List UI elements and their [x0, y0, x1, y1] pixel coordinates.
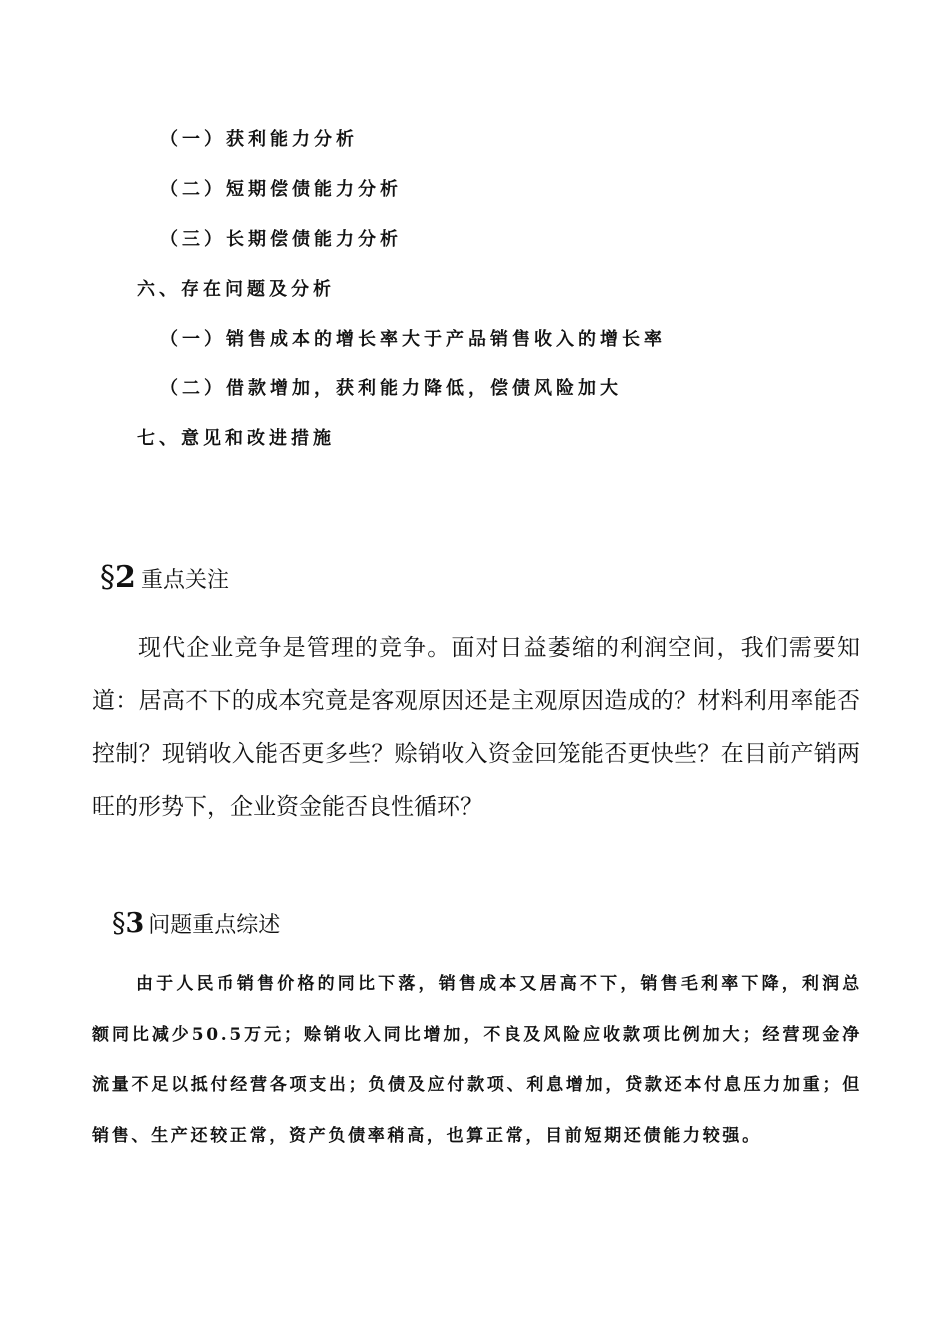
section-2-number: 2: [115, 560, 136, 595]
toc-item-suggestions: 七、意见和改进措施: [137, 428, 335, 449]
section-3-mark: §: [112, 908, 126, 939]
toc-item-cost-growth: （一）销售成本的增长率大于产品销售收入的增长率: [160, 329, 666, 350]
toc-item-profitability: （一）获利能力分析: [160, 129, 358, 150]
section-2-mark: §: [100, 560, 115, 595]
toc-item-long-term-solvency: （三）长期偿债能力分析: [160, 229, 402, 250]
section-3-paragraph: 由于人民币销售价格的同比下落，销售成本又居高不下，销售毛利率下降，利润总额同比减少50.5万元；赊销收入同比增加，不良及风险应收款项比例加大；经营现金净流量不足以抵付经营各项支出；负债及应付款项、利息增加，贷款还本付息压力加重；但销售、生产还较正常，资产负债率稍高，也算正常，目前短期还债能力较强。: [92, 974, 862, 1146]
section-2-title: 重点关注: [140, 568, 229, 593]
section-3-number: 3: [125, 908, 145, 939]
toc-item-loan-increase: （二）借款增加，获利能力降低，偿债风险加大: [160, 378, 622, 399]
section-2-paragraph: 现代企业竞争是管理的竞争。面对日益萎缩的利润空间，我们需要知道：居高不下的成本究竟是客观原因还是主观原因造成的？材料利用率能否控制？现销收入能否更多些？赊销收入资金回笼能否更快些？在目前产销两旺的形势下，企业资金能否良性循环？: [92, 635, 860, 820]
section-3-title: 问题重点综述: [148, 913, 281, 938]
section-3-heading: [112, 908, 280, 939]
section-2-heading: [100, 560, 229, 595]
toc-item-short-term-solvency: （二）短期偿债能力分析: [160, 179, 402, 200]
toc-item-problems-analysis: 六、存在问题及分析: [137, 279, 335, 300]
